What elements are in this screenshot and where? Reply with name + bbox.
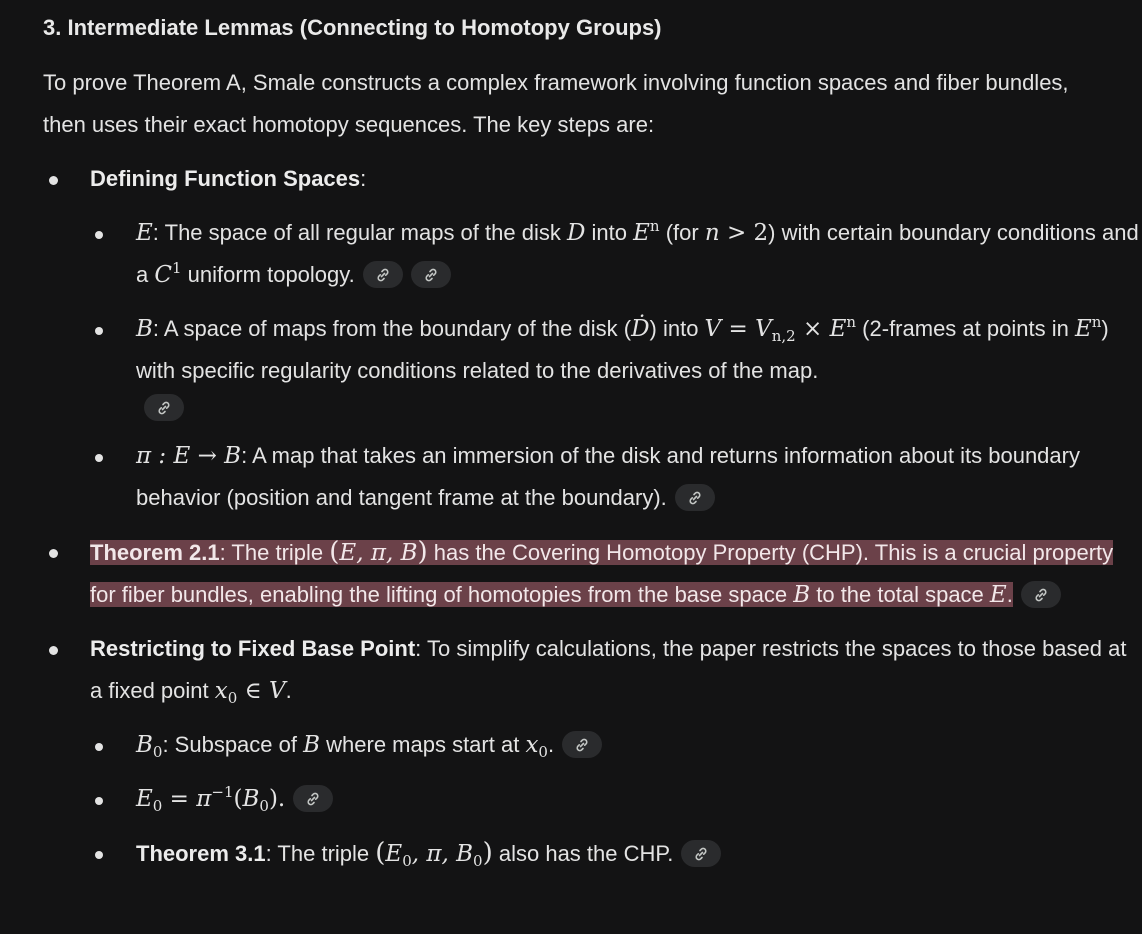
math-e0: $E_0$ bbox=[136, 786, 163, 815]
item-title: Restricting to Fixed Base Point bbox=[90, 636, 416, 661]
math-paren: ( bbox=[233, 786, 243, 812]
math-x0: $x_0$ bbox=[214, 678, 238, 707]
list-item-map-pi bbox=[90, 435, 1142, 519]
text: : To simplify calculations, the paper restricts the spaces to those based at a fixed point bbox=[90, 636, 1127, 703]
list-item-b0 bbox=[90, 724, 1142, 766]
math-en: $E^n$ bbox=[829, 313, 857, 342]
source-link-button[interactable] bbox=[293, 785, 333, 812]
math-triple: (E, π, B) bbox=[329, 537, 428, 567]
text: (2-frames at points in bbox=[856, 316, 1075, 341]
link-icon bbox=[574, 737, 590, 753]
math-b: B bbox=[303, 732, 321, 758]
source-link-button[interactable] bbox=[144, 394, 184, 421]
math-e: E bbox=[136, 220, 153, 246]
item-colon: : bbox=[360, 166, 367, 191]
text: : A space of maps from the boundary of the disk ( bbox=[152, 316, 632, 341]
math-times: × bbox=[795, 316, 830, 342]
source-link-button[interactable] bbox=[411, 261, 451, 288]
math-d: D bbox=[566, 220, 586, 246]
list-item-theorem-2-1 bbox=[43, 531, 1142, 616]
math-pi-inverse: $\pi^{-1}$ bbox=[196, 783, 234, 812]
link-icon bbox=[423, 267, 439, 283]
math-in: ∈ bbox=[237, 678, 269, 704]
text: has the Covering Homotopy Property (CHP). This is a crucial property for fiber bundles, enabling the lifting of homotopies from the base space bbox=[90, 540, 1114, 607]
text: : Subspace of bbox=[162, 732, 304, 757]
text: : A map that takes an immersion of the disk and returns information about its boundary behavior (position and tangent frame at the boundary). bbox=[136, 443, 1080, 510]
section-heading: 3. Intermediate Lemmas (Connecting to Homotopy Groups) bbox=[43, 15, 662, 40]
item-title: Defining Function Spaces bbox=[90, 166, 361, 191]
link-icon bbox=[156, 400, 172, 416]
item-title: Theorem 3.1 bbox=[136, 841, 266, 866]
text: to the total space bbox=[810, 582, 990, 607]
math-n: n bbox=[704, 220, 720, 246]
text: : The triple bbox=[219, 540, 330, 565]
list-item-space-e bbox=[90, 212, 1142, 296]
math-pi-map: π : E → B bbox=[136, 443, 242, 469]
link-icon bbox=[1033, 587, 1049, 603]
math-paren: ). bbox=[268, 786, 286, 812]
source-link-button[interactable] bbox=[363, 261, 403, 288]
text: ) with specific regularity conditions related to the derivatives of the map. bbox=[136, 316, 1109, 383]
text: : The space of all regular maps of the disk bbox=[152, 220, 567, 245]
math-x0: $x_0$ bbox=[525, 732, 548, 761]
math-d-dot: Ḋ bbox=[631, 316, 650, 342]
source-link-button[interactable] bbox=[1021, 581, 1061, 608]
list-item-defining-function-spaces bbox=[43, 158, 1142, 519]
math-en: $E^n$ bbox=[1074, 313, 1102, 342]
function-spaces-sublist bbox=[90, 212, 1142, 519]
text: ) into bbox=[649, 316, 705, 341]
math-b0: $B_0$ bbox=[136, 732, 163, 761]
list-item-e0 bbox=[90, 778, 1142, 820]
text: (for bbox=[659, 220, 705, 245]
text: also has the CHP. bbox=[492, 841, 674, 866]
link-icon bbox=[687, 490, 703, 506]
math-e: E bbox=[989, 582, 1007, 608]
math-gt: > 2 bbox=[719, 220, 769, 246]
text: ) with certain boundary conditions and a bbox=[136, 220, 1139, 287]
link-icon bbox=[693, 846, 709, 862]
key-steps-list bbox=[43, 158, 1142, 875]
math-eq: = bbox=[162, 786, 197, 812]
math-c1: $C^1$ bbox=[154, 259, 182, 288]
math-v: V bbox=[268, 678, 286, 704]
text: into bbox=[585, 220, 634, 245]
highlighted-text bbox=[90, 537, 1114, 608]
math-v: V bbox=[704, 316, 722, 342]
math-vn2: $V_{n,2}$ bbox=[755, 316, 796, 345]
text: where maps start at bbox=[320, 732, 526, 757]
list-item-space-b bbox=[90, 308, 1142, 423]
list-item-restricting bbox=[43, 628, 1142, 875]
source-link-button[interactable] bbox=[681, 840, 721, 867]
math-triple-0: ($E_0$, π, $B_0$) bbox=[375, 838, 493, 870]
math-b0: $B_0$ bbox=[456, 841, 483, 870]
source-link-button[interactable] bbox=[562, 731, 602, 758]
math-en: $E^n$ bbox=[633, 217, 660, 246]
link-icon bbox=[305, 791, 321, 807]
math-b: B bbox=[793, 582, 811, 608]
text: : The triple bbox=[265, 841, 376, 866]
item-title: Theorem 2.1 bbox=[90, 540, 220, 565]
source-link-button[interactable] bbox=[675, 484, 715, 511]
text: . bbox=[285, 678, 292, 703]
text: . bbox=[1006, 582, 1013, 607]
math-eq: = bbox=[721, 316, 756, 342]
list-item-theorem-3-1 bbox=[90, 832, 1142, 875]
math-b0: $B_0$ bbox=[242, 786, 269, 815]
math-e0: $E_0$ bbox=[385, 841, 412, 870]
text: uniform topology. bbox=[181, 262, 355, 287]
fixed-point-sublist bbox=[90, 724, 1142, 875]
math-b: B bbox=[136, 316, 153, 342]
link-icon bbox=[375, 267, 391, 283]
intro-paragraph: To prove Theorem A, Smale constructs a complex framework involving function spaces and fiber bundles, then uses their exact homotopy sequences. The key steps are: bbox=[43, 70, 1069, 137]
text: . bbox=[547, 732, 555, 757]
